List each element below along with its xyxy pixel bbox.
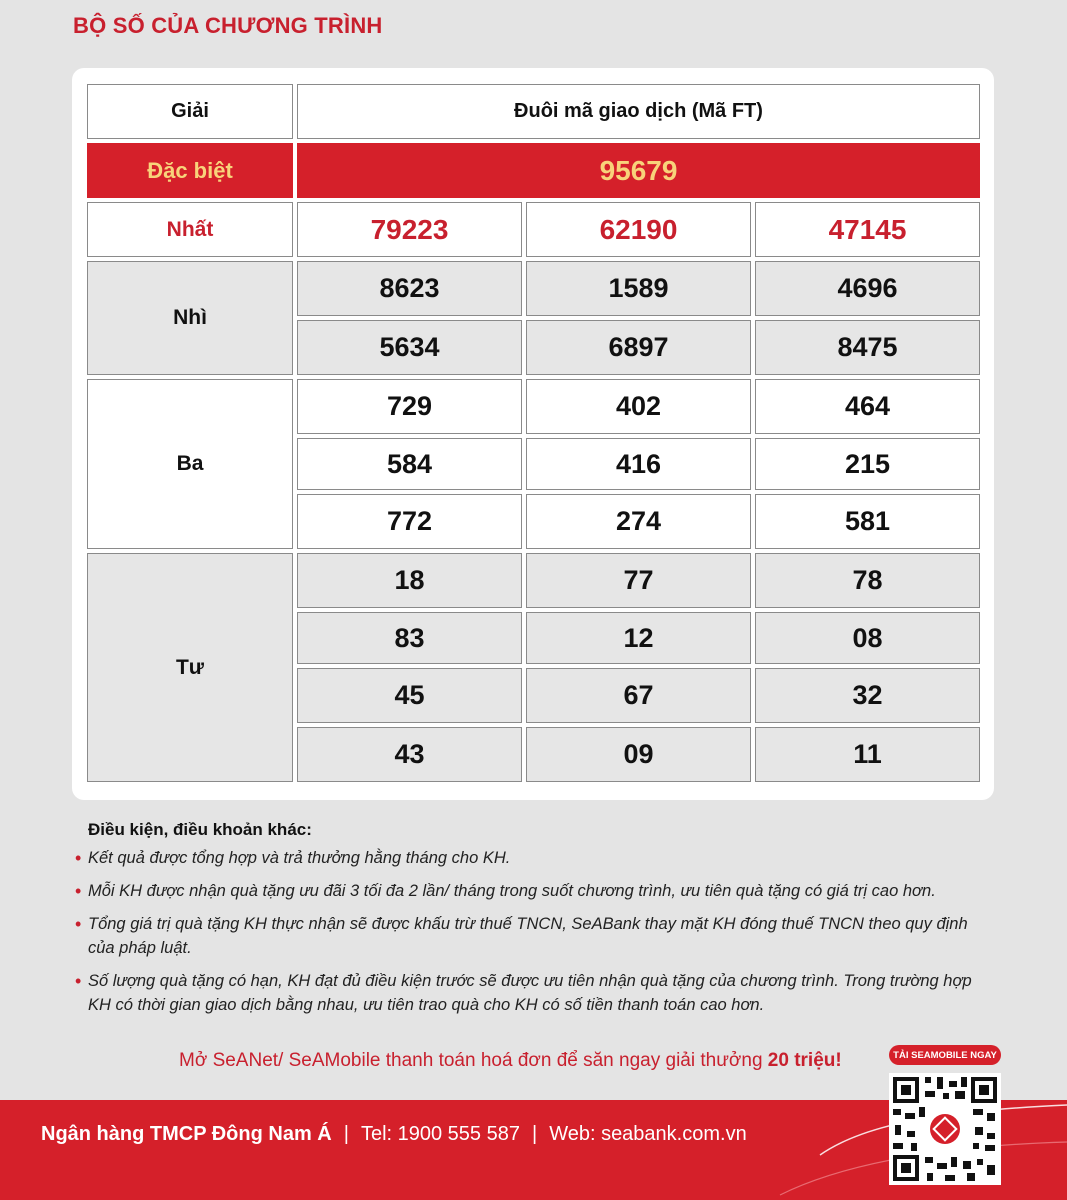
prize-special-number: 95679	[297, 143, 980, 198]
prize-fourth-number: 67	[526, 668, 751, 723]
prize-second-number: 1589	[526, 261, 751, 316]
condition-item: • Số lượng quà tặng có hạn, KH đạt đủ điều kiện trước sẽ được ưu tiên nhận quà tặng của chương trình. Trong trường hợp KH có thời gian giao dịch bằng nhau, ưu tiên trao quà cho KH có số tiền thanh toán cao hơn.	[75, 969, 985, 1017]
prize-third-number: 402	[526, 379, 751, 434]
prize-first-label: Nhất	[87, 202, 293, 257]
header-prize: Giải	[87, 84, 293, 139]
qr-code-graphic	[889, 1073, 1001, 1185]
prize-fourth-number: 08	[755, 612, 980, 664]
promo-line	[179, 1050, 842, 1072]
condition-item: • Tổng giá trị quà tặng KH thực nhận sẽ được khấu trừ thuế TNCN, SeABank thay mặt KH đóng thuế TNCN theo quy định của pháp luật.	[75, 912, 985, 960]
prize-fourth-number: 83	[297, 612, 522, 664]
prize-fourth-number: 18	[297, 553, 522, 608]
prize-fourth-number: 77	[526, 553, 751, 608]
prize-second-number: 4696	[755, 261, 980, 316]
prize-second-number: 6897	[526, 320, 751, 375]
promo-highlight: 20 triệu!	[767, 1050, 842, 1071]
results-table	[87, 84, 980, 782]
prize-third-number: 581	[755, 494, 980, 549]
footer-separator: |	[343, 1123, 349, 1145]
prize-fourth-number: 45	[297, 668, 522, 723]
prize-fourth-number: 12	[526, 612, 751, 664]
prize-second-number: 8475	[755, 320, 980, 375]
download-app-badge[interactable]: TẢI SEAMOBILE NGAY	[889, 1045, 1001, 1065]
prize-third-number: 215	[755, 438, 980, 490]
prize-first-number: 79223	[297, 202, 522, 257]
prize-third-number: 729	[297, 379, 522, 434]
footer-phone[interactable]: Tel: 1900 555 587	[360, 1123, 520, 1145]
prize-third-number: 464	[755, 379, 980, 434]
footer-separator: |	[531, 1123, 538, 1145]
prize-fourth-number: 32	[755, 668, 980, 723]
prize-fourth-number: 43	[297, 727, 522, 782]
prize-first-number: 62190	[526, 202, 751, 257]
prize-third-number: 772	[297, 494, 522, 549]
condition-item: • Kết quả được tổng hợp và trả thưởng hằng tháng cho KH.	[75, 846, 985, 870]
prize-fourth-label: Tư	[87, 553, 293, 782]
prize-fourth-number: 09	[526, 727, 751, 782]
prize-fourth-number: 78	[755, 553, 980, 608]
prize-special-label: Đặc biệt	[87, 143, 293, 198]
qr-code-icon[interactable]	[889, 1073, 1001, 1185]
prize-third-label: Ba	[87, 379, 293, 549]
page-title: BỘ SỐ CỦA CHƯƠNG TRÌNH	[73, 13, 383, 38]
header-code: Đuôi mã giao dịch (Mã FT)	[297, 84, 980, 139]
prize-second-number: 8623	[297, 261, 522, 316]
prize-third-number: 584	[297, 438, 522, 490]
footer-website[interactable]: Web: seabank.com.vn	[549, 1123, 747, 1145]
prize-third-number: 274	[526, 494, 751, 549]
condition-item: • Mỗi KH được nhận quà tặng ưu đãi 3 tối đa 2 lần/ tháng trong suốt chương trình, ưu tiên quà tặng có giá trị cao hơn.	[75, 879, 985, 903]
conditions-list	[75, 846, 985, 1026]
promo-text: Mở SeANet/ SeAMobile thanh toán hoá đơn để săn ngay giải thưởng	[179, 1050, 768, 1071]
prize-second-label: Nhì	[87, 261, 293, 375]
prize-first-number: 47145	[755, 202, 980, 257]
prize-second-number: 5634	[297, 320, 522, 375]
footer-bank-name: Ngân hàng TMCP Đông Nam Á	[41, 1123, 332, 1145]
prize-fourth-number: 11	[755, 727, 980, 782]
conditions-title: Điều kiện, điều khoản khác:	[88, 820, 312, 839]
footer-contact	[41, 1123, 747, 1146]
prize-third-number: 416	[526, 438, 751, 490]
